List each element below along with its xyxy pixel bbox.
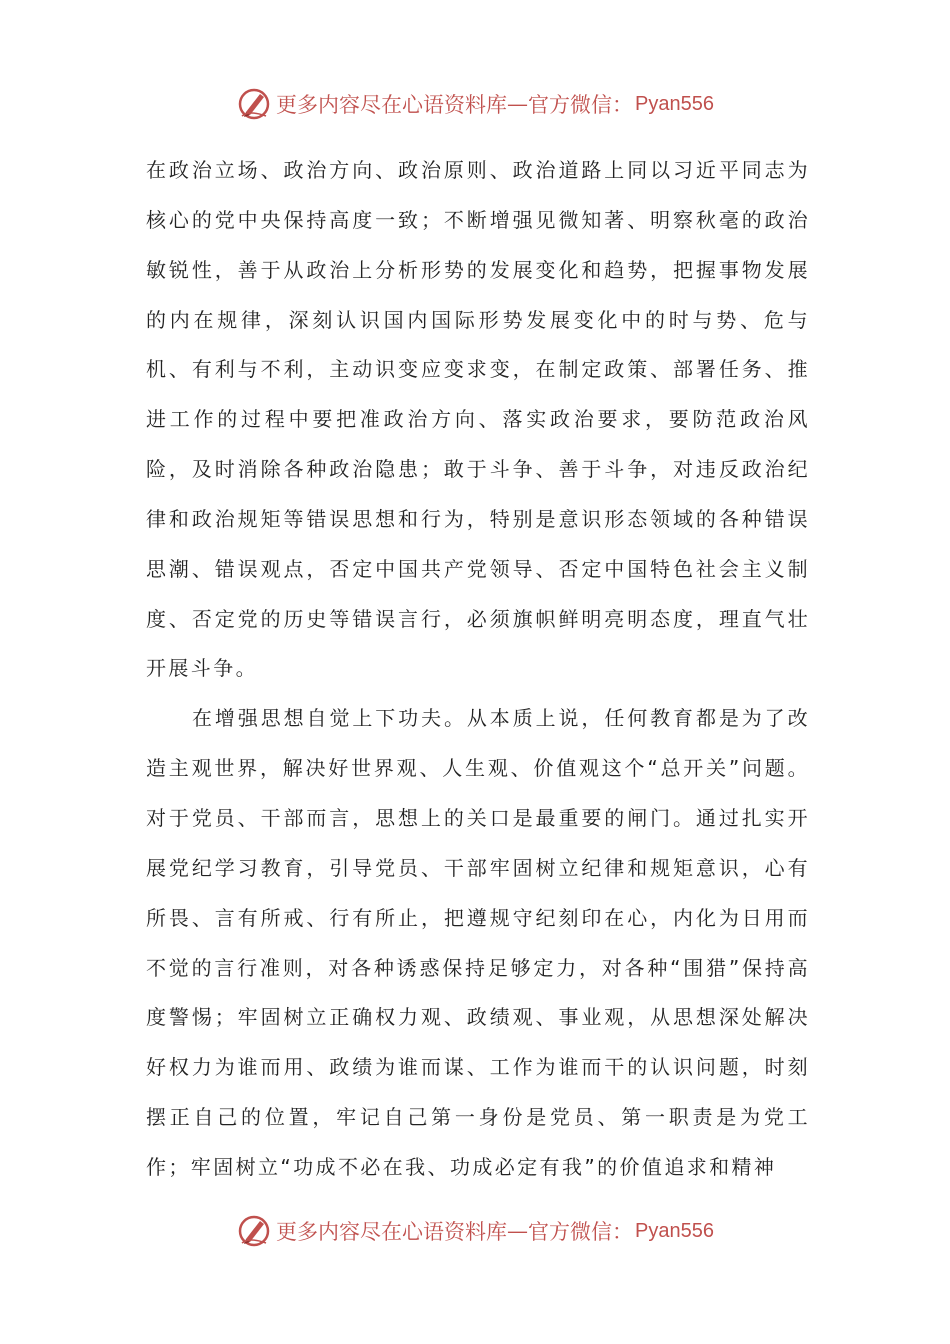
paragraph-1: 在政治立场、政治方向、政治原则、政治道路上同以习近平同志为核心的党中央保持高度一致；不断增强见微知著、明察秋毫的政治敏锐性，善于从政治上分析形势的发展变化和趋势，把握事物发展的内在规律，深刻认识国内国际形势发展变化中的时与势、危与机、有利与不利，主动识变应变求变，在制定政策、部署任务、推进工作的过程中要把准政治方向、落实政治要求，要防范政治风险，及时消除各种政治隐患；敢于斗争、善于斗争，对违反政治纪律和政治规矩等错误思想和行为，特别是意识形态领域的各种错误思潮、错误观点，否定中国共产党领导、否定中国特色社会主义制度、否定党的历史等错误言行，必须旗帜鲜明亮明态度，理直气壮开展斗争。: [146, 158, 810, 681]
pen-circle-logo-icon: [236, 1213, 272, 1249]
header-wechat-text: 官方微信：: [528, 93, 634, 117]
header-dash: —: [507, 92, 529, 116]
footer-banner: [0, 1211, 950, 1251]
pen-circle-logo-icon: [236, 86, 272, 122]
footer-account: Pyan556: [635, 1219, 714, 1242]
header-banner: [0, 84, 950, 124]
footer-site-text: 更多内容尽在心语资料库: [276, 1220, 508, 1244]
header-account: Pyan556: [635, 92, 714, 115]
body-text: [146, 146, 810, 1193]
footer-wechat-text: 官方微信：: [528, 1220, 634, 1244]
header-site-text: 更多内容尽在心语资料库: [276, 93, 508, 117]
footer-dash: —: [507, 1219, 529, 1243]
paragraph-2: 在增强思想自觉上下功夫。从本质上说，任何教育都是为了改造主观世界，解决好世界观、人生观、价值观这个“总开关”问题。对于党员、干部而言，思想上的关口是最重要的闸门。通过扎实开展党纪学习教育，引导党员、干部牢固树立纪律和规矩意识，心有所畏、言有所戒、行有所止，把遵规守纪刻印在心，内化为日用而不觉的言行准则，对各种诱惑保持足够定力，对各种“围猎”保持高度警惕；牢固树立正确权力观、政绩观、事业观，从思想深处解决好权力为谁而用、政绩为谁而谋、工作为谁而干的认识问题，时刻摆正自己的位置，牢记自己第一身份是党员、第一职责是为党工作；牢固树立“功成不必在我、功成必定有我”的价值追求和精神: [146, 706, 810, 1179]
